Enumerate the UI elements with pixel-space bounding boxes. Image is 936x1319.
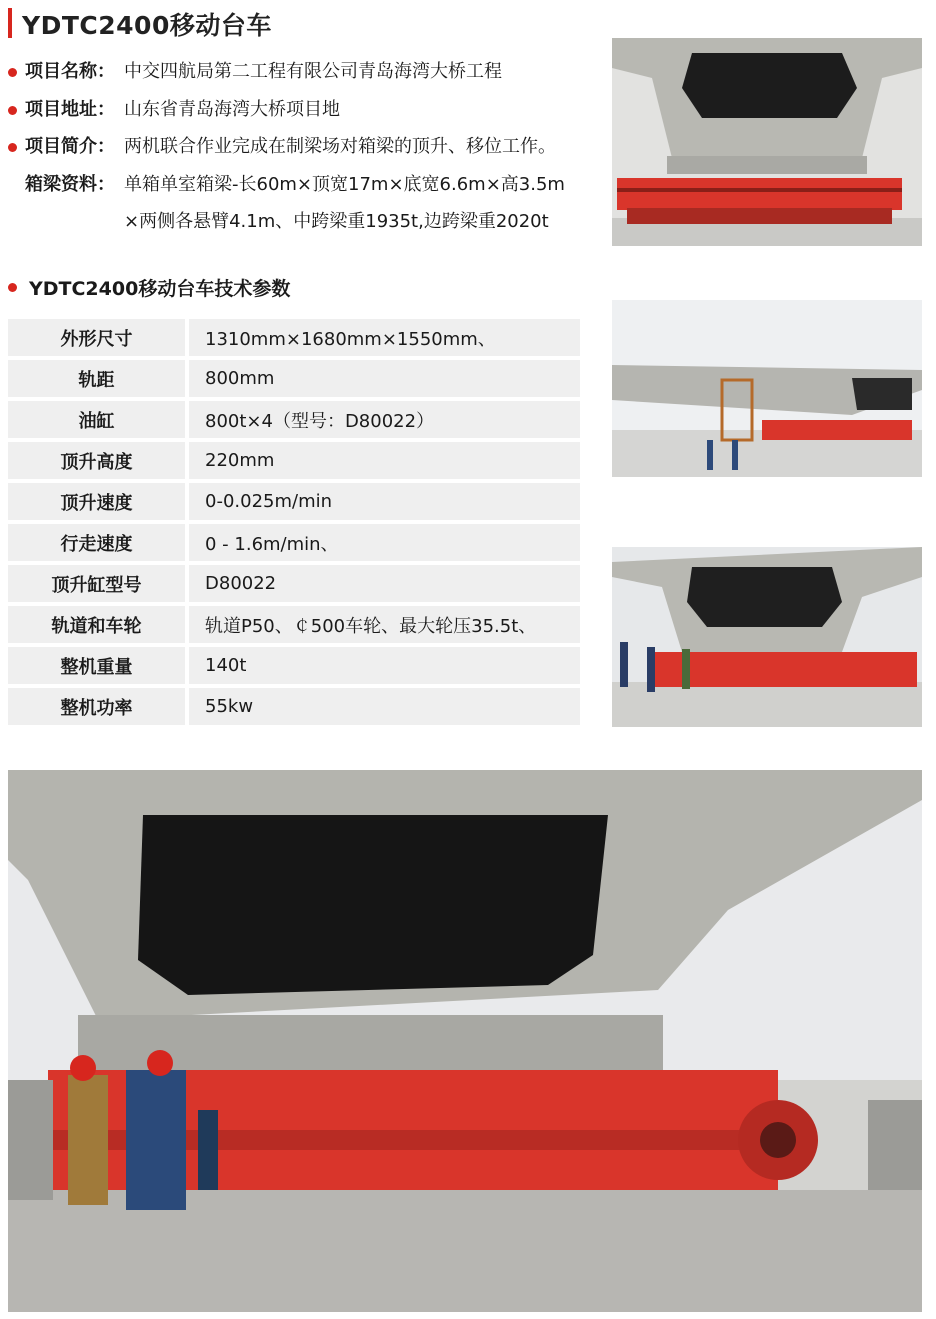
table-row (8, 401, 580, 438)
spec-key: 外形尺寸 (8, 319, 189, 356)
photo-girder-front (612, 38, 922, 246)
info-colon: ： (97, 173, 115, 195)
spec-key: 油缸 (8, 401, 189, 438)
info-row-project-address (8, 98, 603, 136)
page-title: YDTC2400移动台车 (22, 11, 272, 40)
info-row-project-name (8, 60, 603, 98)
spec-value: 1310mm×1680mm×1550mm、 (189, 319, 580, 356)
info-value: 单箱单室箱梁-长60m×顶宽17m×底宽6.6m×高3.5m (124, 173, 565, 195)
info-label: 项目名称 (25, 61, 97, 82)
table-row (8, 483, 580, 520)
spec-key: 顶升速度 (8, 483, 189, 520)
spec-value: 140t (189, 647, 580, 684)
spec-key: 顶升缸型号 (8, 565, 189, 602)
bullet-dot (8, 143, 17, 152)
info-value: 两机联合作业完成在制梁场对箱梁的顶升、移位工作。 (124, 136, 556, 157)
title-accent-bar (8, 8, 12, 38)
table-row (8, 524, 580, 561)
bullet-dot (8, 68, 17, 77)
project-info (8, 60, 603, 248)
info-value: 中交四航局第二工程有限公司青岛海湾大桥工程 (124, 61, 502, 82)
table-row (8, 319, 580, 356)
table-row (8, 606, 580, 643)
table-row (8, 688, 580, 725)
spec-key: 轨道和车轮 (8, 606, 189, 643)
spec-key: 整机功率 (8, 688, 189, 725)
spec-value: 0 - 1.6m/min、 (189, 524, 580, 561)
photo-girder-workers (612, 547, 922, 727)
info-label: 项目地址 (25, 98, 97, 120)
spec-key: 顶升高度 (8, 442, 189, 479)
spec-value: 轨道P50、￠500车轮、最大轮压35.5t、 (189, 606, 580, 643)
photo-girder-side (612, 300, 922, 477)
info-colon: ： (97, 61, 115, 82)
table-row (8, 442, 580, 479)
table-row (8, 565, 580, 602)
table-row (8, 360, 580, 397)
info-label: 项目简介 (25, 136, 97, 157)
spec-key: 行走速度 (8, 524, 189, 561)
table-row (8, 647, 580, 684)
section-title: YDTC2400移动台车技术参数 (29, 278, 291, 300)
info-row-box-girder (8, 173, 603, 211)
info-value: 山东省青岛海湾大桥项目地 (124, 98, 340, 120)
bullet-dot (8, 283, 17, 292)
bullet-dot (8, 106, 17, 115)
spec-value: 800mm (189, 360, 580, 397)
spec-key: 轨距 (8, 360, 189, 397)
spec-value: 55kw (189, 688, 580, 725)
spec-key: 整机重量 (8, 647, 189, 684)
info-value: ×两侧各悬臂4.1m、中跨梁重1935t,边跨梁重2020t (124, 211, 549, 232)
spec-value: 220mm (189, 442, 580, 479)
spec-value: 0-0.025m/min (189, 483, 580, 520)
info-colon: ： (97, 136, 115, 157)
info-row-box-girder-continued (8, 210, 603, 248)
info-colon: ： (97, 98, 115, 120)
photo-trolley-main (8, 770, 922, 1312)
info-label: 箱梁资料 (25, 173, 97, 195)
info-row-project-summary (8, 135, 603, 173)
spec-table (8, 315, 580, 729)
spec-value: 800t×4（型号：D80022） (189, 401, 580, 438)
spec-value: D80022 (189, 565, 580, 602)
